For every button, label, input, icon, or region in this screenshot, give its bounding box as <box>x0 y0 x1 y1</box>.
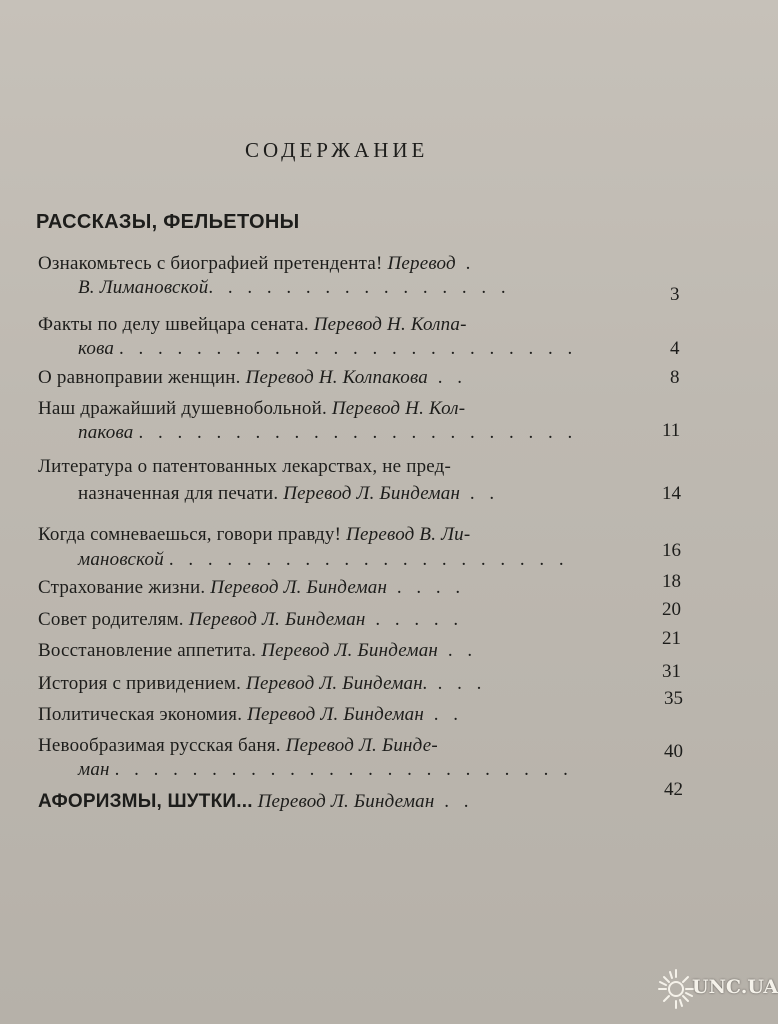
entry-translator-cont: В. Лимановской <box>78 277 209 298</box>
entry-title: Факты по делу швейцара сената. <box>38 314 309 335</box>
entry-page-number: 16 <box>662 540 681 561</box>
entry-translator: Перевод Н. Колпакова <box>245 367 428 388</box>
entry-translator: Перевод <box>387 253 456 274</box>
entry-title: Политическая экономия. <box>38 704 243 725</box>
entry-leader-dots: . . . . . . . . . . . . . . . . . . . . . <box>168 549 569 570</box>
entry-title: Когда сомневаешься, говори правду! <box>38 524 342 545</box>
entry-title: Ознакомьтесь с биографией претендента! <box>38 253 383 274</box>
entry-page-number: 35 <box>664 688 683 709</box>
entry-leader-dots: . . . . . . . . . . . . . . . . <box>208 277 511 298</box>
entry-page-number: 18 <box>662 571 681 592</box>
entry-leader-dots: . . <box>434 791 474 812</box>
entry-translator-cont: ман <box>78 759 110 780</box>
entry-title: О равноправии женщин. <box>38 367 241 388</box>
section-title: РАССКАЗЫ, ФЕЛЬЕТОНЫ <box>36 211 300 233</box>
entry-page-number: 4 <box>670 338 680 359</box>
toc-entry <box>0 734 768 794</box>
entry-leader-dots: . . . . . . . . . . . . . . . . . . . . . . . <box>138 422 578 443</box>
entry-page-number: 8 <box>670 367 680 388</box>
entry-title: Восстановление аппетита. <box>38 640 257 661</box>
entry-title: АФОРИЗМЫ, ШУТКИ... <box>38 791 253 812</box>
entry-leader-dots: . . . . . . . . . . . . . . . . . . . . . . . . <box>114 759 573 780</box>
entry-leader-dots: . . . . <box>387 577 466 598</box>
toc-entry <box>0 523 768 583</box>
toc-entry <box>0 397 768 457</box>
entry-leader-dots: . . . . . . . . . . . . . . . . . . . . . . . . <box>119 338 578 359</box>
entry-translator: Перевод Л. Биндеман <box>188 609 366 630</box>
watermark-logo <box>658 966 778 1012</box>
entry-translator: Перевод Л. Биндеман <box>210 577 388 598</box>
entry-leader-dots: . . <box>423 704 463 725</box>
toc-entry <box>0 252 768 312</box>
entry-title: Наш дражайший душевнобольной. <box>38 398 327 419</box>
entry-translator: Перевод Н. Кол- <box>331 398 466 419</box>
entry-translator-cont: мановской <box>78 549 164 570</box>
entry-leader-dots: . . <box>427 367 467 388</box>
entry-page-number: 20 <box>662 599 681 620</box>
entry-title: Совет родителям. <box>38 609 184 630</box>
contents-heading: СОДЕРЖАНИЕ <box>245 138 429 162</box>
entry-page-number: 11 <box>662 420 681 441</box>
entry-translator: Перевод Л. Биндеман <box>261 640 439 661</box>
entry-title: Литература о патентованных лекарствах, не пред- <box>38 456 452 477</box>
entry-leader-dots: . . <box>460 483 500 504</box>
toc-entry-aphorisms <box>0 779 768 850</box>
entry-translator: Перевод В. Ли- <box>346 524 471 545</box>
sun-icon <box>658 966 694 1012</box>
entry-page-number: 3 <box>670 284 680 305</box>
entry-translator: Перевод Л. Биндеман <box>283 483 461 504</box>
watermark-text: UNC.UA <box>692 976 778 998</box>
entry-title: История с привидением. <box>38 673 242 694</box>
entry-leader-dots: . . . <box>427 673 487 694</box>
entry-translator: Перевод Л. Биндеман <box>247 704 424 725</box>
entry-translator: Перевод Л. Биндеман <box>257 791 435 812</box>
entry-translator-cont: пакова <box>78 422 134 443</box>
entry-leader-dots: . <box>455 253 476 274</box>
entry-title: Невообразимая русская баня. <box>38 735 281 756</box>
entry-translator: Перевод Л. Бинде- <box>285 735 438 756</box>
entry-translator: Перевод Н. Колпа- <box>313 314 467 335</box>
entry-translator: Перевод Л. Биндеман. <box>246 673 428 694</box>
entry-page-number: 42 <box>664 779 683 800</box>
entry-page-number: 14 <box>662 483 681 504</box>
toc-entry <box>0 313 768 373</box>
toc-entry <box>0 455 768 515</box>
entry-page-number: 31 <box>662 661 681 682</box>
entry-leader-dots: . . <box>438 640 478 661</box>
entry-translator-cont: кова <box>78 338 115 359</box>
entry-page-number: 21 <box>662 628 681 649</box>
entry-title: Страхование жизни. <box>38 577 206 598</box>
entry-leader-dots: . . . . . <box>365 609 464 630</box>
entry-page-number: 40 <box>664 741 683 762</box>
entry-title-cont: назначенная для печати. <box>78 483 279 504</box>
